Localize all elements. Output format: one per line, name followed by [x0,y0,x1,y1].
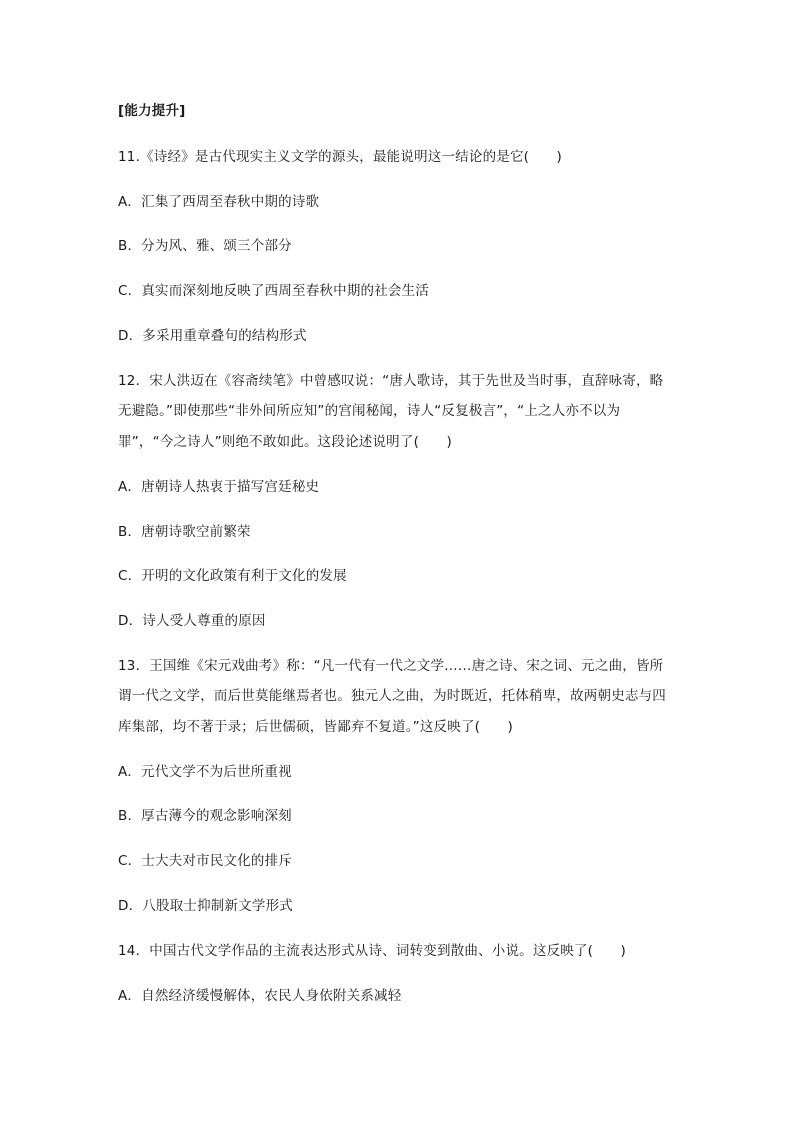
question-12-option-a[interactable]: A．唐朝诗人热衷于描写宫廷秘史 [118,479,320,495]
question-13-stem-line-3: 库集部，均不著于录；后世儒硕，皆鄙弃不复道。”这反映了( ) [118,719,513,735]
question-13-option-c[interactable]: C．士大夫对市民文化的排斥 [118,853,293,869]
question-12-option-b[interactable]: B．唐朝诗歌空前繁荣 [118,524,251,540]
question-12-stem-line-1: 12．宋人洪迈在《容斋续笔》中曾感叹说：“唐人歌诗，其于先世及当时事，直辞咏寄，略 [118,373,664,389]
question-12-stem-line-3: 罪”，“今之诗人”则绝不敢如此。这段论述说明了( ) [118,434,452,450]
question-13-option-a[interactable]: A．元代文学不为后世所重视 [118,764,292,780]
question-12-option-d[interactable]: D．诗人受人尊重的原因 [118,613,266,629]
section-heading: [能力提升] [118,103,186,119]
question-12-stem-line-2: 无避隐。”即使那些“非外间所应知”的宫闱秘闻，诗人“反复极言”，“上之人亦不以为 [118,403,621,419]
question-11-option-b[interactable]: B．分为风、雅、颂三个部分 [118,238,292,254]
question-11-option-c[interactable]: C．真实而深刻地反映了西周至春秋中期的社会生活 [118,283,430,299]
question-11-option-d[interactable]: D．多采用重章叠句的结构形式 [118,328,307,344]
question-13-option-b[interactable]: B．厚古薄今的观念影响深刻 [118,808,292,824]
question-11-option-a[interactable]: A．汇集了西周至春秋中期的诗歌 [118,194,320,210]
question-13-option-d[interactable]: D．八股取士抑制新文学形式 [118,898,293,914]
question-13-stem-line-1: 13．王国维《宋元戏曲考》称：“凡一代有一代之文学……唐之诗、宋之词、元之曲，皆所 [118,658,664,674]
question-14-stem: 14．中国古代文学作品的主流表达形式从诗、词转变到散曲、小说。这反映了( ) [118,943,627,959]
question-11-stem: 11.《诗经》是古代现实主义文学的源头，最能说明这一结论的是它( ) [118,149,563,165]
question-12-option-c[interactable]: C．开明的文化政策有利于文化的发展 [118,568,347,584]
question-13-stem-line-2: 谓一代之文学，而后世莫能继焉者也。独元人之曲，为时既近，托体稍卑，故两朝史志与四 [118,688,666,704]
question-14-option-a[interactable]: A．自然经济缓慢解体，农民人身依附关系减轻 [118,988,402,1004]
